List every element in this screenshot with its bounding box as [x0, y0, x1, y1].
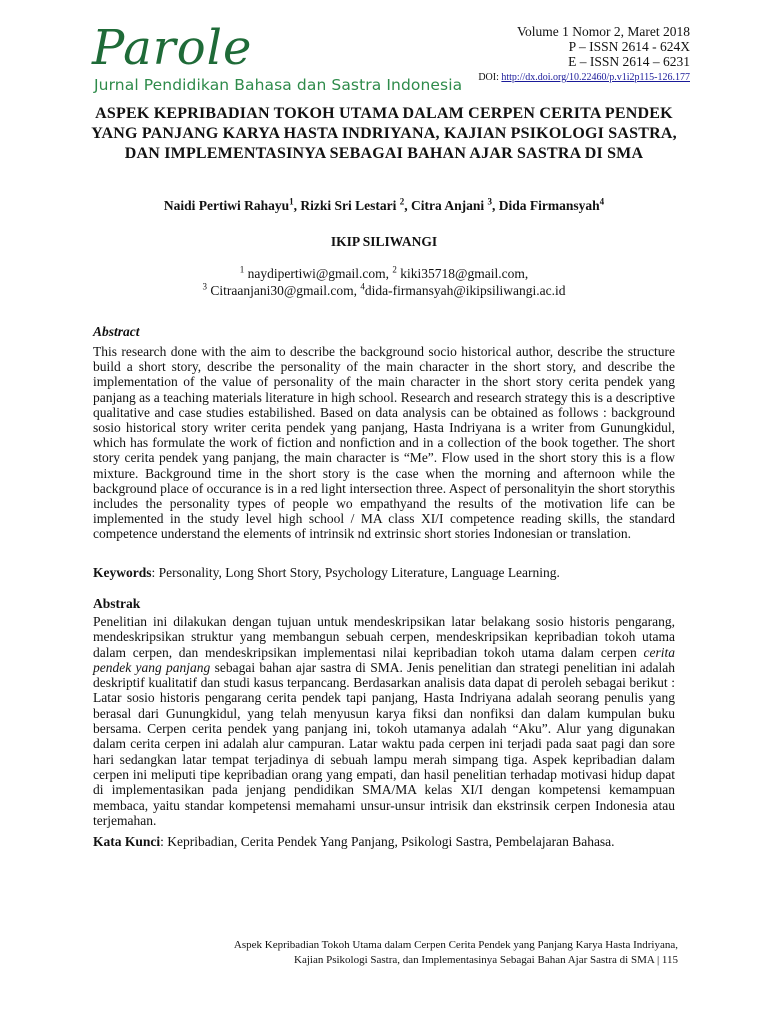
volume-info: Volume 1 Nomor 2, Maret 2018	[517, 24, 690, 39]
email-list	[80, 265, 688, 299]
author-sup: 2	[399, 196, 405, 207]
author-sup: 4	[599, 196, 605, 207]
kata-kunci-label: Kata Kunci	[93, 834, 161, 849]
abstract-keywords	[93, 564, 675, 581]
doi-line	[478, 71, 690, 84]
abstrak-text-1: Penelitian ini dilakukan dengan tujuan untuk mendeskripsikan latar belakang sosio historis pengarang, mendeskripsikan struktur yang membangun sebuah cerpen, mendeskripsikan kepribadian tokoh utama dalam cerpen, dan mendeskripsikan implementasi nilai kepribadian tokoh utama dalam cerpen	[93, 614, 675, 660]
footer-line-2: Kajian Psikologi Sastra, dan Implementasinya Sebagai Bahan Ajar Sastra di SMA | 115	[294, 954, 678, 966]
email-line-1	[80, 265, 688, 282]
paper-title: ASPEK KEPRIBADIAN TOKOH UTAMA DALAM CERPEN CERITA PENDEK YANG PANJANG KARYA HASTA INDRIYANA, KAJIAN PSIKOLOGI SASTRA, DAN IMPLEMENTASINYA SEBAGAI BAHAN AJAR SASTRA DI SMA	[91, 105, 677, 162]
email-sup: 4	[360, 281, 365, 292]
email-sup: 1	[239, 264, 245, 275]
author-name: Rizki Sri Lestari	[300, 198, 400, 213]
keywords-label: Keywords	[93, 565, 152, 580]
keywords-text: : Personality, Long Short Story, Psychology Literature, Language Learning.	[151, 565, 560, 580]
abstrak-body	[93, 614, 675, 828]
author-sep: ,	[492, 198, 499, 213]
author-name: Citra Anjani	[410, 198, 488, 213]
logo-wordmark: Parole	[92, 20, 253, 76]
author-sup: 1	[289, 196, 294, 207]
kata-kunci-text: : Kepribadian, Cerita Pendek Yang Panjang, Psikologi Sastra, Pembelajaran Bahasa.	[160, 834, 615, 849]
abstract-body: This research done with the aim to describe the background socio historical author, describe the structure build a short story, describe the personality of the main character in the short story, and describe the implementation of the value of personality of the main character in the short story cerita pendek yang panjang as a teaching materials literature in high school. Research and research strategy this is a descriptive qualitative and case studies estabilished. Based on data analysis can be obtained as follows : background sosio historical story writer cerita pendek yang panjang, Hasta Indriyana is a writer from Gunungkidul, which has formulate the work of fiction and nonfiction and in a collection of the book together. The short story cerita pendek yang panjang, the main character is “Me”. Flow used in the short story this is a flow mixture. Background time in the short story is the case when the morning and afternoon while the background place of occurance is in a red light intersection three. Aspect of personalityin the short storythis includes the personality types of people wo empathyand the results of the motivation life can be implemented in the study level high school / MA class XI/I competence reading skills, the standard competence understand the elements of intrinsik nd extrinsic short stories Indonesian or translation.	[93, 344, 675, 542]
abstrak-heading: Abstrak	[93, 596, 141, 611]
page-footer	[118, 938, 678, 968]
e-issn: E – ISSN 2614 – 6231	[568, 54, 690, 69]
email-sup: 2	[392, 264, 397, 275]
abstrak-text-2: sebagai bahan ajar sastra di SMA. Jenis penelitian dan strategi penelitian ini adalah deskriptif kualitatif dan studi kasus terpancang. Berdasarkan analisis data dapat di peroleh sebagai berikut : Latar sosio historis pengarang cerita pendek tapi panjang, Hasta Indriyana adalah seorang penulis yang berasal dari Gunungkidul, yang telah menyusun karya fiksi dan nonfiksi dan dalam kumpulan buku bersama. Cerpen cerita pendek yang panjang ini, tokoh utamanya adalah “Aku”. Alur yang digunakan dalam cerita cerpen ini adalah alur campuran. Latar waktu pada cerpen ini terjadi pada saat pagi dan sore hari sedangkan latar tempat terjadinya di sebuah lampu merah simpang tiga. Aspek kepribadian dalam cerpen ini meliputi tipe kepribadian orang yang empati, dan hasil penelitian terhadap motivasi hidup dapat di implementasikan pada jenjang pendidikan SMA/MA kelas XI/I dengan kompetensi kemampuan membaca, yaitu standar kompetensi memahami unsur-unsur intrisik dan ekstrinsik cerpen Indonesia atau terjemahan.	[93, 659, 676, 828]
doi-label: DOI:	[478, 72, 502, 83]
abstrak-keywords	[93, 833, 675, 850]
affiliation: IKIP SILIWANGI	[330, 234, 438, 249]
author-list	[80, 197, 688, 215]
doi-link[interactable]: http://dx.doi.org/10.22460/p.v1i2p115-126.177	[501, 72, 690, 83]
abstrak-italic: cerita pendek yang panjang	[93, 644, 675, 675]
email: kiki35718@gmail.com,	[396, 266, 529, 281]
author-name: Dida Firmansyah	[498, 198, 600, 213]
email: naydipertiwi@gmail.com,	[244, 266, 393, 281]
email-sup: 3	[202, 281, 207, 292]
journal-logo	[92, 18, 463, 98]
journal-meta	[478, 24, 690, 84]
email-line-2	[80, 282, 688, 299]
email: Citraanjani30@gmail.com,	[206, 283, 361, 298]
footer-line-1: Aspek Kepribadian Tokoh Utama dalam Cerpen Cerita Pendek yang Panjang Karya Hasta Indriyana,	[233, 939, 678, 951]
email: dida-firmansyah@ikipsiliwangi.ac.id	[364, 283, 566, 298]
author-sep: ,	[404, 198, 411, 213]
logo-subtitle: Jurnal Pendidikan Bahasa dan Sastra Indonesia	[94, 76, 463, 94]
abstract-heading: Abstract	[93, 324, 140, 339]
author-sep: ,	[293, 198, 301, 213]
author-name: Naidi Pertiwi Rahayu	[163, 198, 290, 213]
p-issn: P – ISSN 2614 - 624X	[568, 39, 690, 54]
author-sup: 3	[487, 196, 492, 207]
